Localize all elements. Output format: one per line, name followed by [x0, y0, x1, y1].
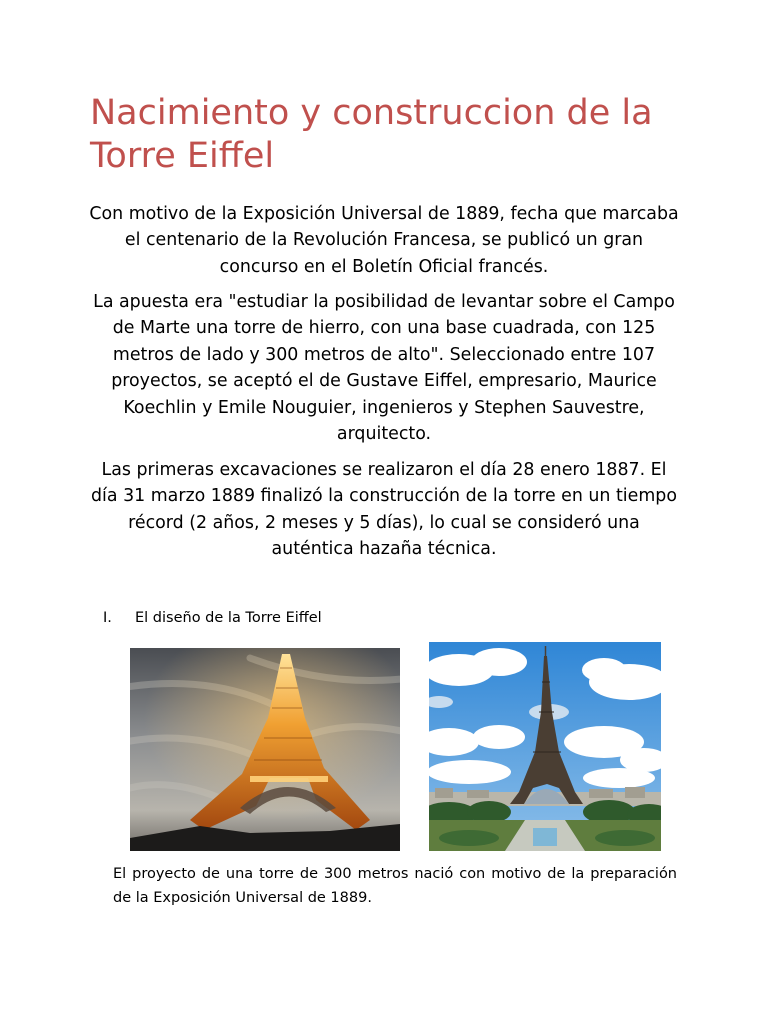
document-title: Nacimiento y construccion de la Torre Eiffel [90, 93, 653, 176]
eiffel-tower-night-photo [130, 648, 400, 851]
section-title: El diseño de la Torre Eiffel [135, 610, 322, 626]
eiffel-tower-day-photo [429, 642, 661, 851]
paragraph-competition: La apuesta era "estudiar la posibilidad de levantar sobre el Campo de Marte una torre de hierro, con una base cuadrada, con 125 metros de lado y 300 metros de alto". Seleccionado entre 107 proyectos, se aceptó el de Gustave Eiffel, empresario, Maurice Koechlin y Emile Nouguier, ingenieros y Stephen Sauvestre, arquitecto. [93, 292, 675, 445]
caption-paragraph: El proyecto de una torre de 300 metros nació con motivo de la preparación de la Exposición Universal de 1889. [113, 866, 677, 906]
paragraph-exposition: Con motivo de la Exposición Universal de 1889, fecha que marcaba el centenario de la Revolución Francesa, se publicó un gran concurso en el Boletín Oficial francés. [89, 204, 679, 277]
section-number: I. [103, 610, 112, 626]
section-heading [103, 607, 322, 629]
paragraph-construction: Las primeras excavaciones se realizaron el día 28 enero 1887. El día 31 marzo 1889 finalizó la construcción de la torre en un tiempo récord (2 años, 2 meses y 5 días), lo cual se consideró una auténtica hazaña técnica. [91, 460, 677, 560]
